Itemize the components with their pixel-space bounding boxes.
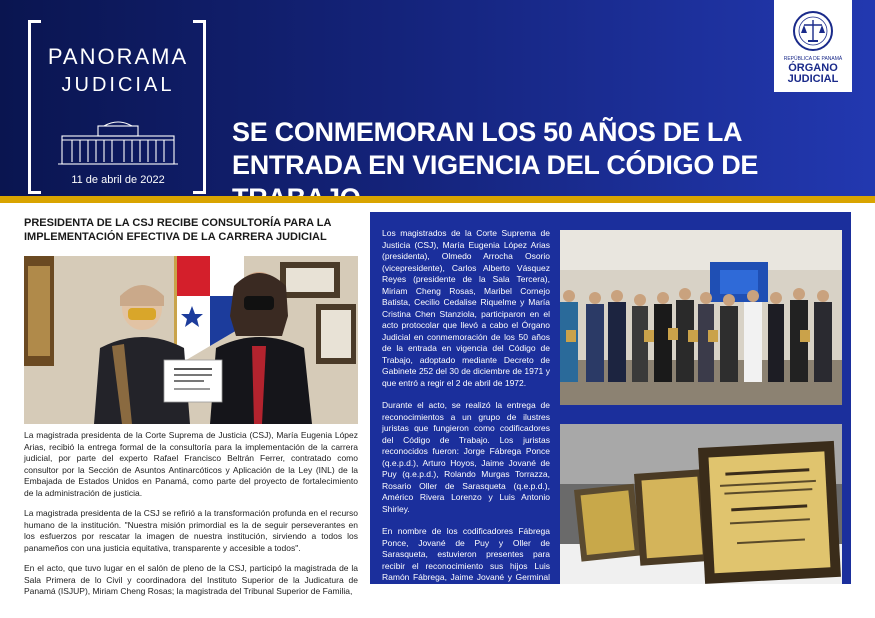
logo-name-line2: JUDICIAL <box>787 73 839 85</box>
right-article-text <box>382 228 550 618</box>
left-article-title: PRESIDENTA DE LA CSJ RECIBE CONSULTORÍA PARA LA IMPLEMENTACIÓN EFECTIVA DE LA CARRERA JUDICIAL <box>24 217 332 243</box>
courthouse-icon <box>58 120 178 166</box>
left-paragraph-2: En el acto, que tuvo lugar en el salón de pleno de la CSJ, participó la magistrada de la Sala Primera de lo Civil y coordinadora del Instituto Superior de la Judicatura de Panamá (ISJUP), Miriam Cheng Rosas; la magistrada del Tribunal Superior de Familia, <box>24 563 358 596</box>
organo-judicial-logo <box>774 0 852 92</box>
issue-date: 11 de abril de 2022 <box>71 174 165 186</box>
right-paragraph-2: Durante el acto, se realizó la entrega de reconocimientos a un grupo de ilustres juristas que fungieron como codificadores del Código de Trabajo. Los juristas reconocidos fueron: Jorge Fábrega Ponce (q.e.p.d.), Arturo Hoyos, Jaime Jované de Puy (q.e.p.d.), Rolando Murgas Torrazza, Rosario Oller de Sarasqueta (q.e.p.d.), Américo Rivera Lorenzo y Luis Antonio Shirley. <box>382 400 550 514</box>
left-paragraph-1: La magistrada presidenta de la CSJ se refirió a la transformación profunda en el recurso humano de la institución. "Nuestra misión primordial es la de seguir perseverantes en los esfuerzos por rescatar la imagen de nuestra institución, sirviendo a todos los panameños con una justicia equitativa, transparente y accesible a todos". <box>24 508 358 553</box>
right-article-panel <box>370 212 851 605</box>
gold-divider <box>0 196 875 203</box>
logo-country: REPÚBLICA DE PANAMÁ <box>783 56 843 62</box>
justice-seal-icon <box>792 10 834 52</box>
consultancy-photo <box>24 256 358 424</box>
main-headline: SE CONMEMORAN LOS 50 AÑOS DE LA ENTRADA EN VIGENCIA DEL CÓDIGO DE <box>232 117 759 180</box>
group-photo <box>560 230 842 405</box>
plaques-photo <box>560 424 842 584</box>
right-paragraph-3: En nombre de los codificadores Fábrega Ponce, Jované de Puy y Oller de Sarasqueta, estuvieron presentes para recibir el reconocimiento sus hijos Luis Ramón Fábrega, Jaime Jované y Germinal Sarasqueta, respectivamente. Además, por los codificadores Rivera y Shirley también <box>382 526 550 605</box>
left-article <box>24 216 358 598</box>
right-paragraph-1: Los magistrados de la Corte Suprema de Justicia (CSJ), María Eugenia López Arias (presidenta), Olmedo Arrocha Osorio (vicepresidente), Carlos Alberto Vásquez Reyes (presidente de la Sala Tercera), Miriam Cheng Rosas, Maribel Cornejo Batista, Cecilio Cedalise Riquelme y María Cristina Chen Stanziola, participaron en el acto protocolar que llevó a cabo el Órgano Judicial en conmemoración de los 50 años de la entrada en vigencia del Código de Trabajo, adoptado mediante Decreto de Gabinete 252 del 30 de diciembre de 1971 y que entró a regir el 2 de abril de 1972. <box>382 228 550 388</box>
brand-title-line1: PANORAMA <box>47 44 189 69</box>
header-banner <box>0 0 875 196</box>
brand-title-line2: JUDICIAL <box>61 74 175 96</box>
logo-name-line1: ÓRGANO <box>788 62 838 74</box>
photo-caption: La magistrada presidenta de la Corte Suprema de Justicia (CSJ), María Eugenia López Arias, recibió la entrega formal de la consultoría para la implementación de la carrera judicial, por parte del experto Rafael Francisco Beltrán Ferrer, contratado como consultor por la Sección de Asuntos Antinarcóticos y Aplicación de la Ley (INL) de la Embajada de Estados Unidos en Panamá, como parte del proyecto de fortalecimiento de la administración de justicia. <box>24 430 358 498</box>
